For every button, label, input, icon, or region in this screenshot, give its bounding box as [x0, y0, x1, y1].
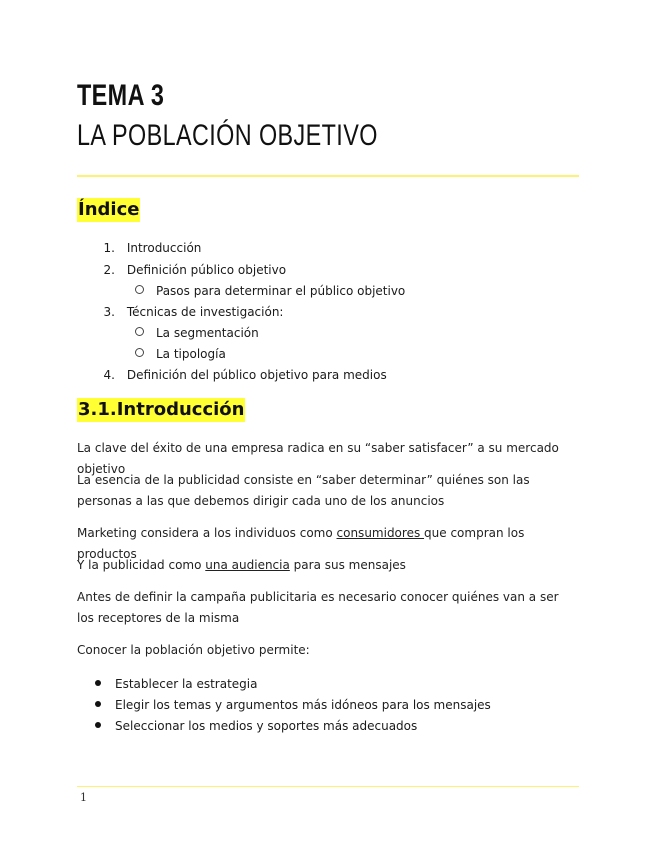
toc-item-label: Introducción	[126, 241, 202, 255]
toc-item-label: Técnicas de investigación:	[126, 305, 284, 319]
underlined-term: consumidores	[336, 526, 425, 540]
toc-item-number: 3.	[103, 305, 115, 319]
section-heading: 3.1.Introducción	[78, 399, 245, 420]
paragraph	[77, 555, 577, 576]
bullet-icon	[95, 701, 101, 707]
hollow-bullet-icon	[135, 348, 144, 357]
toc-item	[77, 304, 283, 320]
paragraph: La esencia de la publicidad consiste en “saber determinar” quiénes son las personas a las que debemos dirigir cada uno de los anuncios	[77, 473, 530, 508]
toc-item	[77, 240, 201, 256]
toc-item-number: 2.	[103, 263, 115, 277]
underlined-term: una audiencia	[205, 558, 290, 572]
paragraph: Antes de definir la campaña publicitaria es necesario conocer quiénes van a ser los receptores de la misma	[77, 590, 559, 625]
paragraph: Conocer la población objetivo permite:	[77, 643, 310, 657]
index-heading: Índice	[78, 199, 140, 220]
toc-item-label: Definición del público objetivo para medios	[126, 368, 387, 382]
bullet-text: Seleccionar los medios y soportes más adecuados	[115, 719, 418, 733]
toc-item	[77, 262, 286, 278]
toc-subitem	[135, 346, 226, 362]
toc-item-label: Definición público objetivo	[126, 263, 287, 277]
toc-item-number: 4.	[103, 368, 115, 382]
paragraph-text: Marketing considera a los individuos como	[77, 526, 337, 540]
paragraph-text: Y la publicidad como	[77, 558, 206, 572]
toc-subitem-label: La segmentación	[156, 326, 259, 340]
hollow-bullet-icon	[135, 285, 144, 294]
toc-item-number: 1.	[103, 241, 115, 255]
page-number: 1	[80, 791, 87, 804]
bullet-text: Elegir los temas y argumentos más idóneos para los mensajes	[115, 698, 491, 712]
bullet-item	[95, 718, 417, 734]
bullet-icon	[95, 722, 101, 728]
bullet-icon	[95, 680, 101, 686]
title-line-1: TEMA 3	[77, 79, 165, 112]
bullet-item	[95, 697, 491, 713]
paragraph: La clave del éxito de una empresa radica en su “saber satisfacer” a su mercado objetivo	[77, 441, 559, 476]
title-line-2: LA POBLACIÓN OBJETIVO	[77, 119, 378, 152]
bullet-text: Establecer la estrategia	[115, 677, 258, 691]
hollow-bullet-icon	[135, 327, 144, 336]
toc-subitem-label: La tipología	[156, 347, 226, 361]
paragraph-text: para sus mensajes	[289, 558, 406, 572]
toc-subitem-label: Pasos para determinar el público objetivo	[156, 284, 406, 298]
toc-item	[77, 367, 387, 383]
title-divider	[77, 175, 579, 177]
toc-subitem	[135, 325, 259, 341]
toc-subitem	[135, 283, 405, 299]
footer-divider	[77, 786, 579, 787]
bullet-item	[95, 676, 257, 692]
paragraph-text: que compran los productos	[77, 526, 525, 561]
document-title	[77, 78, 463, 154]
